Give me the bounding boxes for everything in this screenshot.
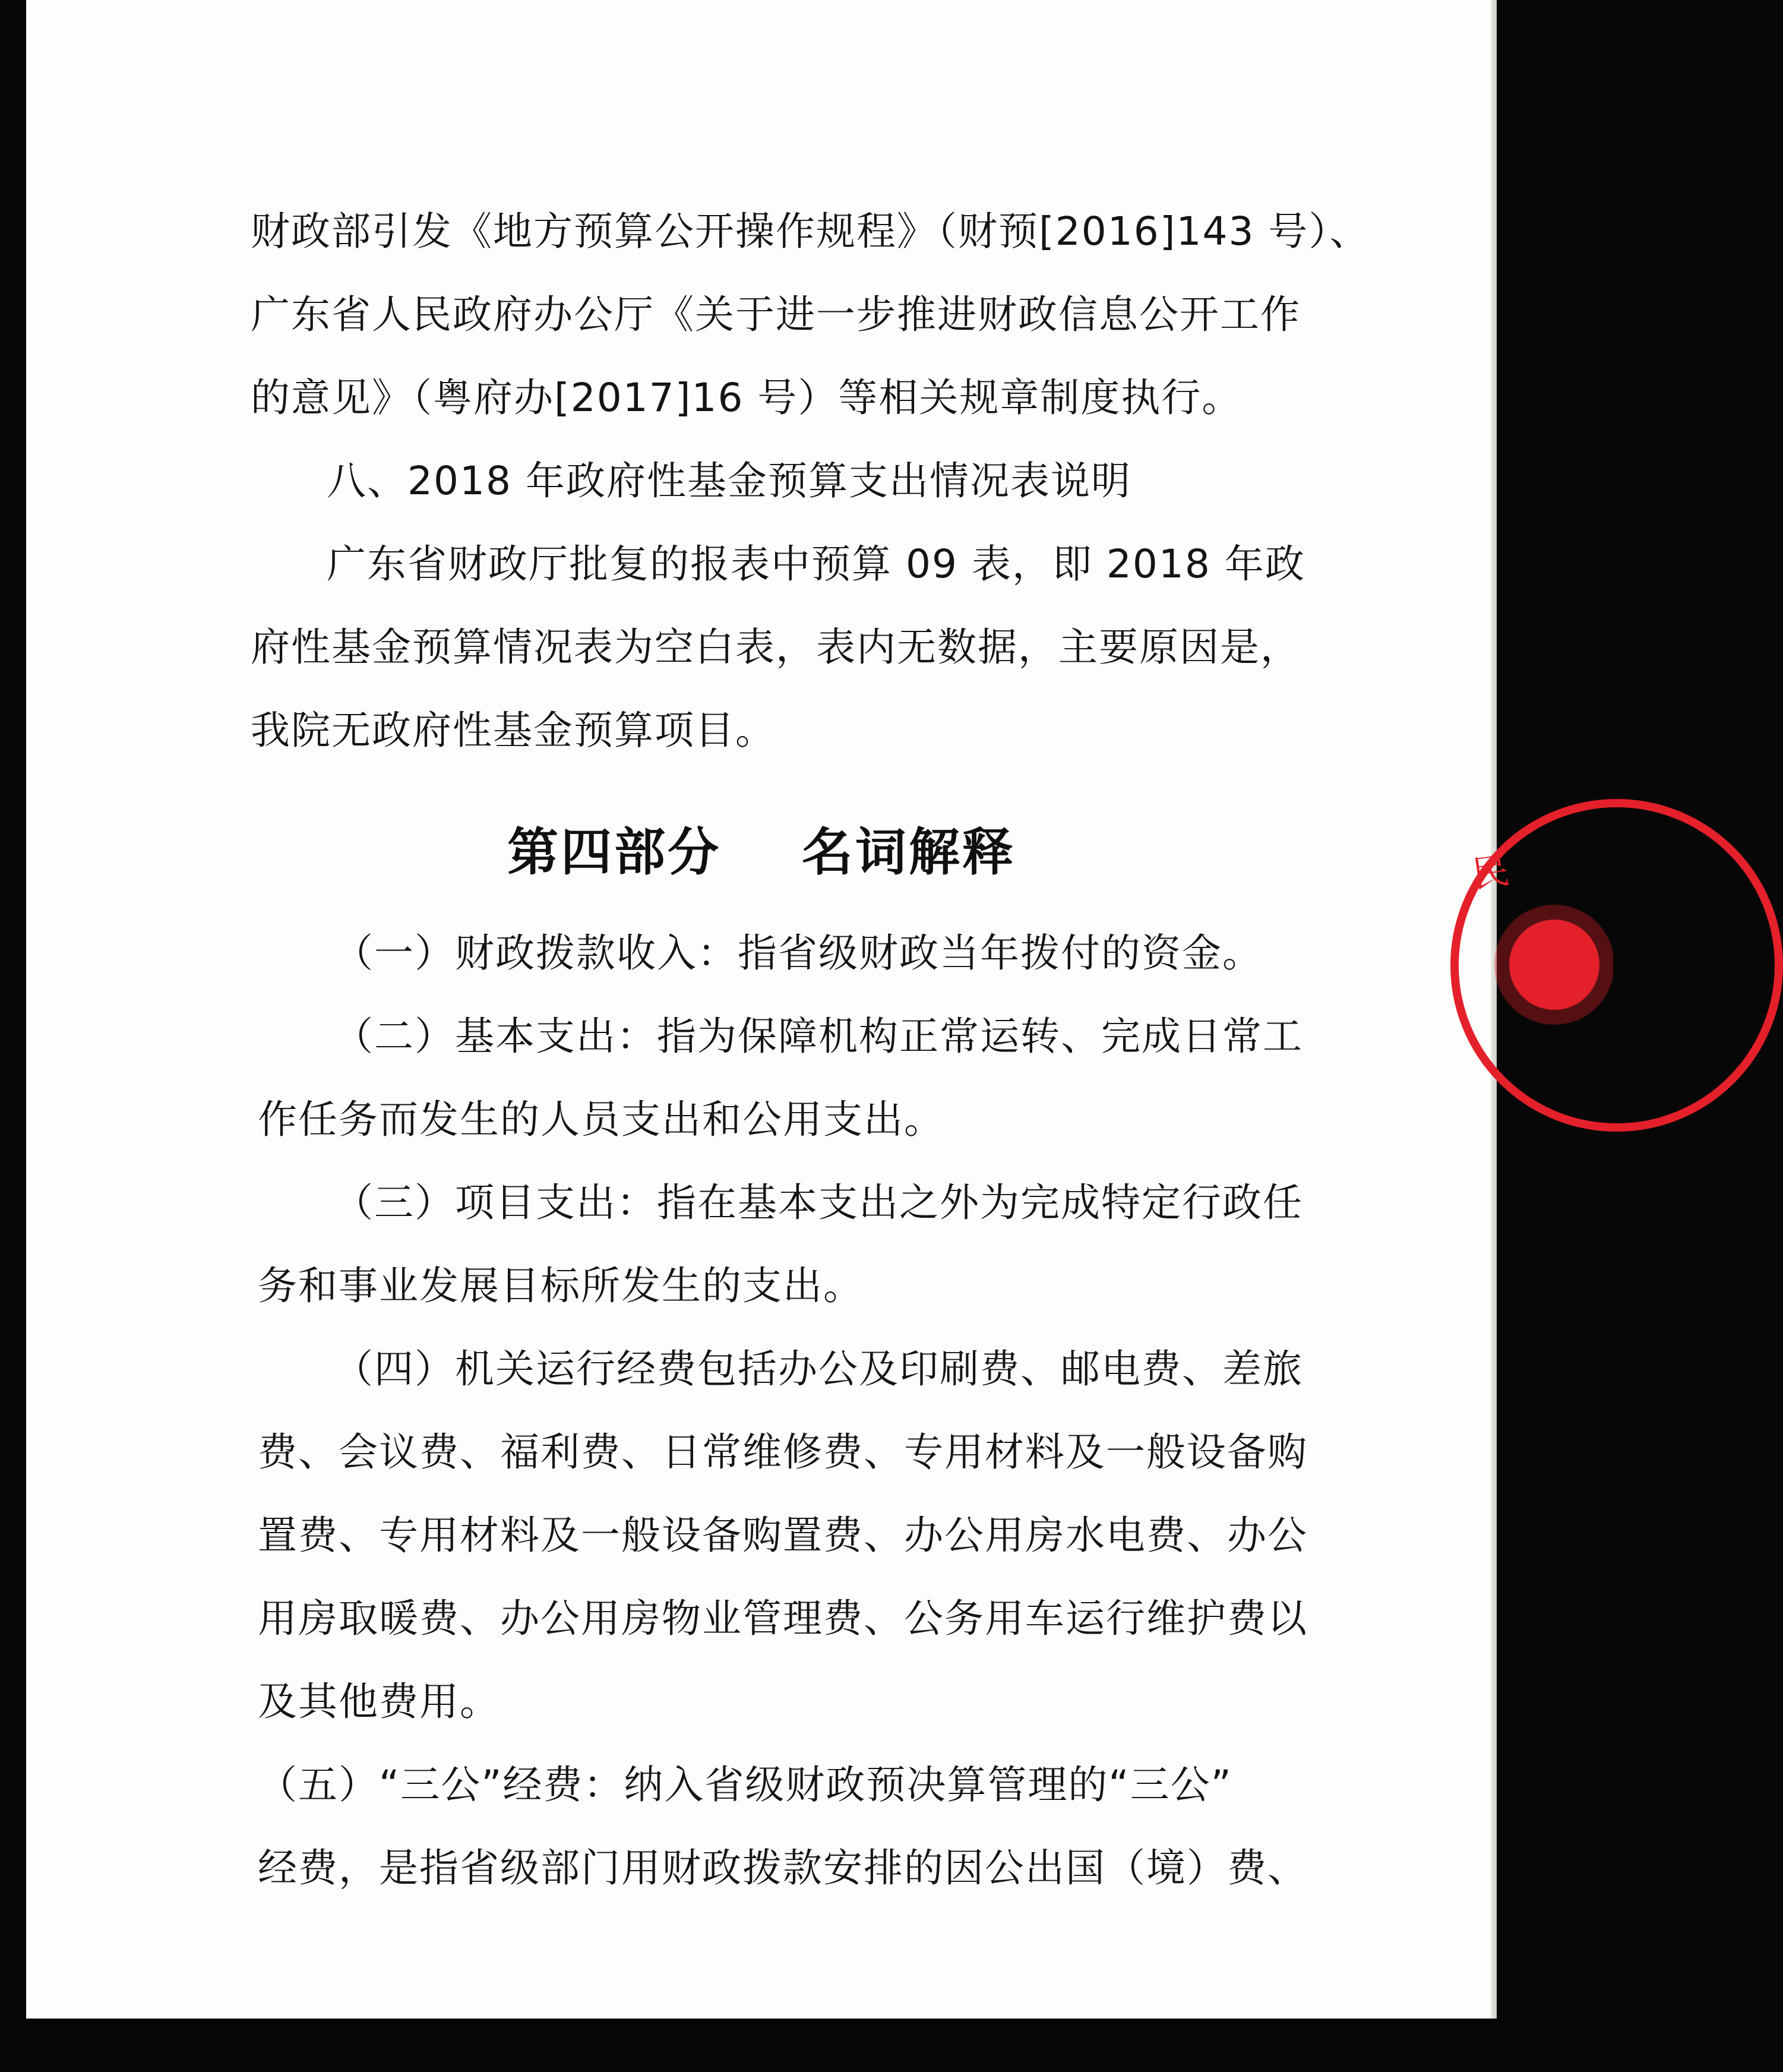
- text-line: 经费，是指省级部门用财政拨款安排的因公出国（境）费、: [258, 1845, 1308, 1891]
- text-line: 府性基金预算情况表为空白表，表内无数据，主要原因是，: [251, 624, 1301, 670]
- definitions-list: [258, 912, 1333, 1910]
- definition-item-4: （四）机关运行经费包括办公及印刷费、邮电费、差旅: [334, 1346, 1303, 1392]
- definition-item-2: （二）基本支出：指为保障机构正常运转、完成日常工: [334, 1013, 1303, 1059]
- text-line: 广东省财政厅批复的报表中预算 09 表，即 2018 年政: [327, 541, 1305, 587]
- document-page: [26, 0, 1512, 2019]
- seal-emblem: [1482, 896, 1613, 1033]
- text-line: 置费、专用材料及一般设备购置费、办公用房水电费、办公: [258, 1512, 1308, 1558]
- text-line: 财政部引发《地方预算公开操作规程》（财预[2016]143 号）、: [251, 209, 1370, 254]
- text-line: 我院无政府性基金预算项目。: [251, 707, 776, 753]
- text-line: 作任务而发生的人员支出和公用支出。: [258, 1097, 944, 1142]
- definition-item-5: （五）“三公”经费：纳入省级财政预决算管理的“三公”: [258, 1762, 1232, 1808]
- intro-paragraph: [251, 190, 1370, 772]
- text-line: 务和事业发展目标所发生的支出。: [258, 1263, 864, 1309]
- definition-item-3: （三）项目支出：指在基本支出之外为完成特定行政任: [334, 1180, 1303, 1225]
- seal-character: 民: [1469, 848, 1512, 896]
- text-line: 广东省人民政府办公厅《关于进一步推进财政信息公开工作: [251, 292, 1301, 337]
- official-seal-stamp: [1450, 799, 1783, 1132]
- text-line: 用房取暖费、办公用房物业管理费、公务用车运行维护费以: [258, 1596, 1308, 1641]
- section-heading-8: 八、2018 年政府性基金预算支出情况表说明: [327, 458, 1131, 504]
- text-line: 及其他费用。: [258, 1679, 500, 1724]
- text-line: 费、会议费、福利费、日常维修费、专用材料及一般设备购: [258, 1429, 1308, 1475]
- text-line: 的意见》（粤府办[2017]16 号）等相关规章制度执行。: [251, 375, 1243, 421]
- part-four-title: 第四部分 名词解释: [507, 823, 1016, 882]
- definition-item-1: （一）财政拨款收入：指省级财政当年拨付的资金。: [334, 930, 1263, 976]
